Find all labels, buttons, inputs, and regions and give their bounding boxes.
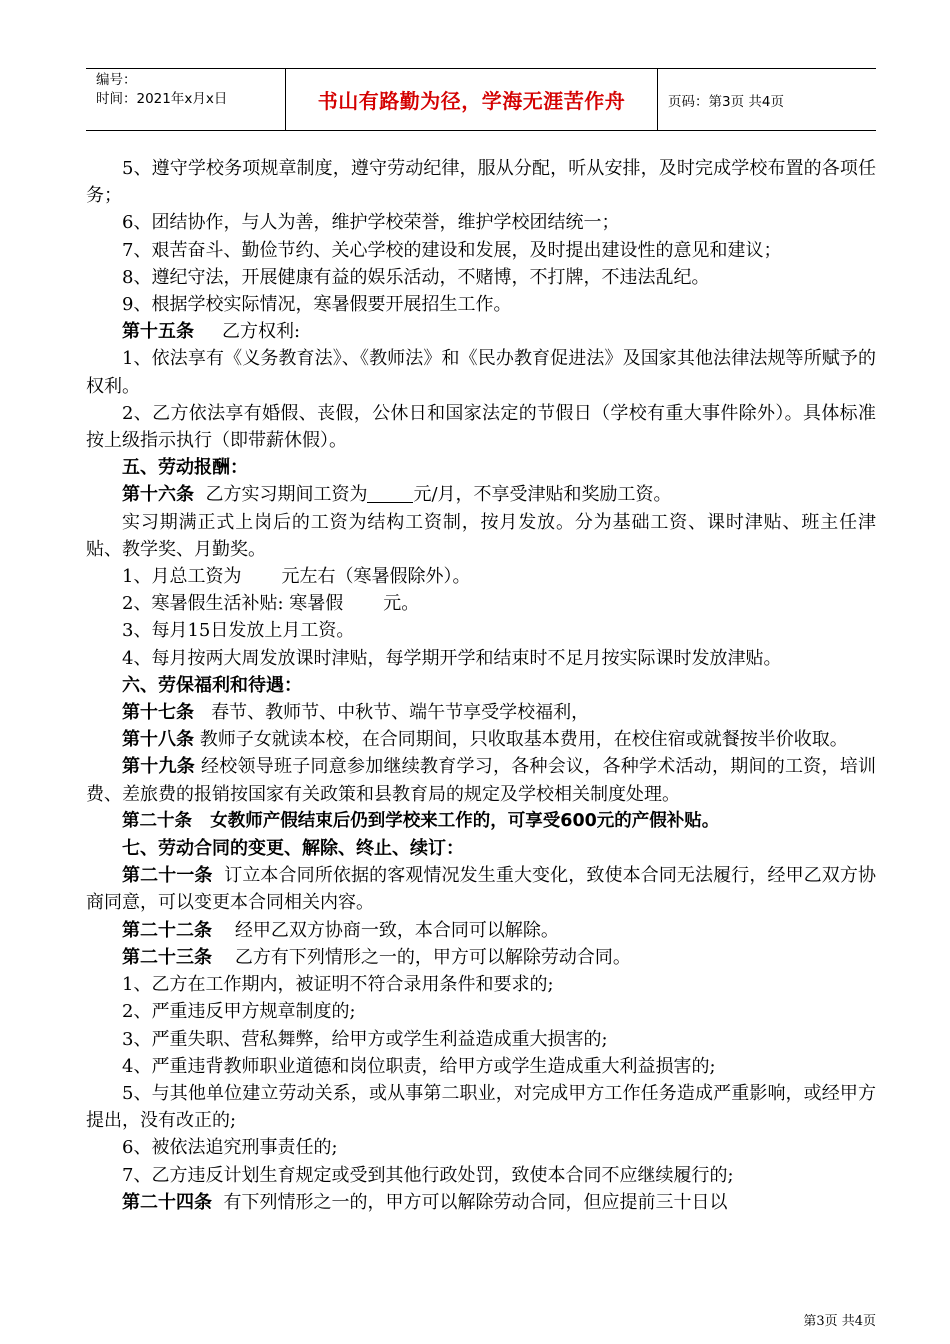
pay-item-1-post: 元左右（寒暑假除外）。 bbox=[281, 566, 471, 588]
pay-item-2-post: 元。 bbox=[383, 593, 420, 615]
duty-item-5: 5、遵守学校务项规章制度，遵守劳动纪律，服从分配，听从安排，及时完成学校布置的各项任务； bbox=[86, 158, 876, 207]
pay-item-1 bbox=[86, 563, 876, 590]
pay-item-2-pre: 2、寒暑假生活补贴: 寒暑假 bbox=[122, 593, 344, 615]
article-16-post: 元/月，不享受津贴和奖励工资。 bbox=[413, 484, 672, 506]
article-23-text: 乙方有下列情形之一的，甲方可以解除劳动合同。 bbox=[234, 946, 631, 968]
pay-item-1-pre: 1、月总工资为 bbox=[122, 566, 242, 588]
condition-item-6: 6、被依法追究刑事责任的; bbox=[122, 1137, 338, 1159]
article-22-text: 经甲乙双方协商一致，本合同可以解除。 bbox=[234, 919, 559, 941]
right-item-2: 2、乙方依法享有婚假、丧假，公休日和国家法定的节假日（学校有重大事件除外）。具体标准按上级指示执行（即带薪休假）。 bbox=[86, 402, 876, 452]
article-21-title: 第二十一条 bbox=[122, 865, 213, 887]
article-21 bbox=[86, 862, 876, 916]
duty-item-7: 7、艰苦奋斗、勤俭节约、关心学校的建设和发展，及时提出建设性的意见和建议； bbox=[122, 239, 782, 261]
article-22 bbox=[86, 917, 876, 944]
article-23 bbox=[86, 944, 876, 971]
section-7-heading: 七、劳动合同的变更、解除、终止、续订： bbox=[122, 838, 464, 860]
article-16-pre: 乙方实习期间工资为 bbox=[205, 484, 368, 506]
condition-item-4: 4、严重违背教师职业道德和岗位职责，给甲方或学生造成重大利益损害的; bbox=[122, 1055, 716, 1077]
condition-item-2: 2、严重违反甲方规章制度的; bbox=[122, 1001, 356, 1023]
article-18-text: 教师子女就读本校，在合同期间，只收取基本费用，在校住宿或就餐按半价收取。 bbox=[199, 729, 848, 751]
article-24-title: 第二十四条 bbox=[122, 1191, 212, 1213]
section-5-heading: 五、劳动报酬： bbox=[122, 457, 248, 479]
duty-item-9: 9、根据学校实际情况，寒暑假要开展招生工作。 bbox=[122, 294, 512, 316]
right-item-1: 1、依法享有《义务教育法》、《教师法》和《民办教育促进法》及国家其他法律法规等所赋予的权利。 bbox=[86, 348, 876, 397]
salary-blank bbox=[367, 484, 413, 503]
condition-item-5: 5、与其他单位建立劳动关系，或从事第二职业，对完成甲方工作任务造成严重影响，或经甲方提出，没有改正的; bbox=[86, 1082, 876, 1132]
article-24-text: 有下列情形之一的，甲方可以解除劳动合同，但应提前三十日以 bbox=[223, 1191, 728, 1213]
article-15-title: 第十五条 bbox=[122, 321, 194, 343]
page-header bbox=[86, 68, 876, 131]
article-18-title: 第十八条 bbox=[122, 729, 194, 751]
header-page-info: 页码：第3页 共4页 bbox=[668, 93, 784, 110]
article-24 bbox=[86, 1189, 876, 1216]
article-19-title: 第十九条 bbox=[122, 756, 196, 778]
article-19-text: 经校领导班子同意参加继续教育学习，各种会议，各种学术活动，期间的工资，培训费、差旅费的报销按国家有关政策和县教育局的规定及学校相关制度处理。 bbox=[86, 756, 877, 805]
pay-item-4: 4、每月按两大周发放课时津贴，每学期开学和结束时不足月按实际课时发放津贴。 bbox=[122, 647, 782, 669]
header-meta bbox=[86, 69, 286, 130]
duty-item-8: 8、遵纪守法，开展健康有益的娱乐活动，不赌博，不打牌，不违法乱纪。 bbox=[122, 266, 710, 288]
duty-item-6: 6、团结协作，与人为善，维护学校荣誉，维护学校团结统一； bbox=[122, 212, 620, 234]
article-16-title: 第十六条 bbox=[122, 484, 194, 506]
article-20-title: 第二十条 bbox=[122, 810, 192, 831]
number-label: 编号： bbox=[96, 72, 137, 88]
page-footer: 第3页 共4页 bbox=[803, 1314, 876, 1329]
header-motto: 书山有路勤为径，学海无涯苦作舟 bbox=[286, 69, 658, 130]
article-21-text: 订立本合同所依据的客观情况发生重大变化，致使本合同无法履行，经甲乙双方协商同意，可以变更本合同相关内容。 bbox=[86, 865, 877, 914]
article-20-text: 女教师产假结束后仍到学校来工作的，可享受600元的产假补贴。 bbox=[210, 810, 720, 831]
article-20 bbox=[86, 808, 876, 835]
time-label: 时间：2021年x月x日 bbox=[96, 91, 228, 107]
pay-description: 实习期满正式上岗后的工资为结构工资制，按月发放。分为基础工资、课时津贴、班主任津贴、教学奖、月勤奖。 bbox=[86, 511, 876, 560]
article-17-text: 春节、教师节、中秋节、端午节享受学校福利， bbox=[211, 702, 590, 724]
article-18 bbox=[86, 726, 876, 753]
document-body bbox=[86, 155, 876, 1216]
condition-item-1: 1、乙方在工作期内，被证明不符合录用条件和要求的; bbox=[122, 974, 554, 996]
article-16 bbox=[86, 481, 876, 508]
pay-item-2 bbox=[86, 590, 876, 617]
article-17-title: 第十七条 bbox=[122, 702, 194, 724]
article-17 bbox=[86, 699, 876, 726]
section-6-heading: 六、劳保福利和待遇： bbox=[122, 674, 302, 696]
article-19 bbox=[86, 753, 876, 807]
article-23-title: 第二十三条 bbox=[122, 946, 212, 968]
condition-item-7: 7、乙方违反计划生育规定或受到其他行政处罚，致使本合同不应继续履行的; bbox=[122, 1164, 734, 1186]
article-15-text: 乙方权利: bbox=[222, 321, 301, 343]
condition-item-3: 3、严重失职、营私舞弊，给甲方或学生利益造成重大损害的; bbox=[122, 1028, 608, 1050]
article-22-title: 第二十二条 bbox=[122, 919, 212, 941]
pay-item-3: 3、每月15日发放上月工资。 bbox=[122, 620, 355, 642]
article-15 bbox=[86, 318, 876, 345]
